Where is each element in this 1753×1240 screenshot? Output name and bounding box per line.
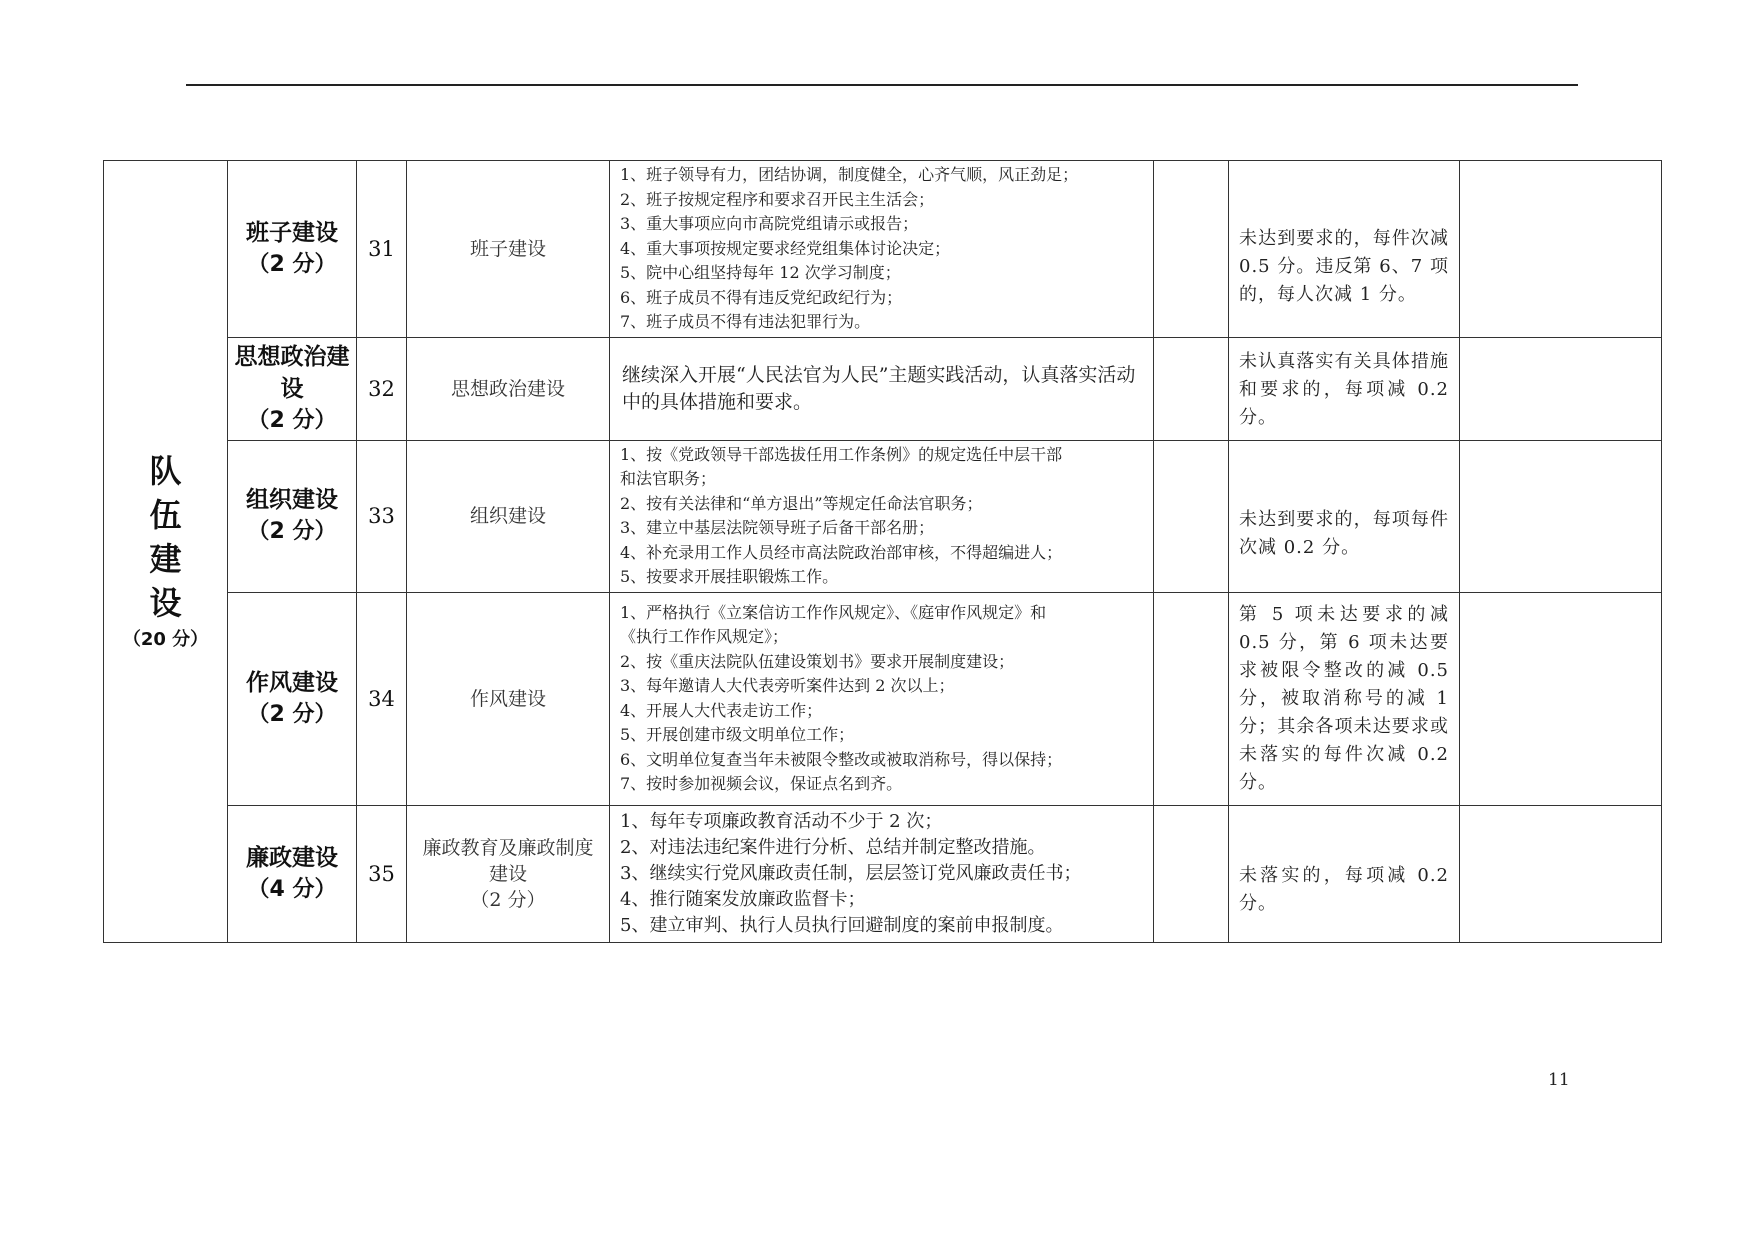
subcategory-score: （2 分） <box>247 251 337 277</box>
requirements-cell <box>610 805 1154 942</box>
requirement-line: 4、补充录用工作人员经市高法院政治部审核，不得超编进人； <box>620 542 1063 562</box>
requirement-line: 5、院中心组坚持每年 12 次学习制度； <box>620 263 901 282</box>
requirement-line: 2、班子按规定程序和要求召开民主生活会； <box>620 189 935 209</box>
header-rule <box>186 84 1578 86</box>
item-name: 廉政教育及廉政制度建设 <box>422 836 594 885</box>
item-name: 思想政治建设 <box>407 337 610 440</box>
subcategory-label: 组织建设 <box>246 487 338 513</box>
deduction-rule-cell <box>1229 805 1460 942</box>
subcategory-label: 作风建设 <box>246 669 338 696</box>
subcategory-score: （2 分） <box>247 519 337 544</box>
requirements-cell <box>610 592 1154 805</box>
item-number: 35 <box>357 805 407 942</box>
subcategory-label: 思想政治建设 <box>234 343 350 402</box>
subcategory-score: （4 分） <box>247 876 337 902</box>
category-char: 建 <box>149 540 182 579</box>
item-name: 班子建设 <box>407 161 610 338</box>
deduction-rule-cell <box>1229 592 1460 805</box>
subcategory-cell <box>228 337 357 440</box>
item-number: 32 <box>357 337 407 440</box>
subcategory-cell <box>228 592 357 805</box>
subcategory-label: 廉政建设 <box>246 844 338 871</box>
requirements-cell <box>610 337 1154 440</box>
requirements-cell <box>610 161 1154 338</box>
item-name: 作风建设 <box>407 592 610 805</box>
requirement-line: 5、建立审判、执行人员执行回避制度的案前申报制度。 <box>620 914 1064 936</box>
requirement-line: 和法官职务； <box>620 469 717 488</box>
blank-cell <box>1154 805 1229 942</box>
table-row <box>104 805 1662 942</box>
deduction-rule: 第 5 项未达要求的减 0.5 分，第 6 项未达要求被限令整改的减 0.5 分，被取消称号的减 1 分；其余各项未达要求或未落实的每件次减 0.2 分。 <box>1239 603 1449 793</box>
assessment-table <box>103 160 1662 943</box>
requirement-line: 7、按时参加视频会议，保证点名到齐。 <box>620 774 903 793</box>
requirement-line: 4、开展人大代表走访工作； <box>620 700 823 720</box>
deduction-rule: 未落实的，每项减 0.2 分。 <box>1239 864 1449 914</box>
requirement-line: 2、对违法违纪案件进行分析、总结并制定整改措施。 <box>620 836 1046 858</box>
page-number: 11 <box>1548 1070 1570 1090</box>
blank-cell <box>1460 440 1662 592</box>
table-row <box>104 161 1662 338</box>
deduction-rule-cell <box>1229 440 1460 592</box>
requirement-line: 3、重大事项应向市高院党组请示或报告； <box>620 214 919 233</box>
item-name-cell <box>407 805 610 942</box>
deduction-rule: 未达到要求的，每件次减 0.5 分。违反第 6、7 项的，每人次减 1 分。 <box>1239 227 1449 305</box>
requirements-cell <box>610 440 1154 592</box>
blank-cell <box>1460 337 1662 440</box>
requirement-line: 《执行工作作风规定》； <box>620 627 789 646</box>
subcategory-cell <box>228 805 357 942</box>
requirement-line: 3、建立中基层法院领导班子后备干部名册； <box>620 518 935 537</box>
blank-cell <box>1154 161 1229 338</box>
requirement-line: 3、每年邀请人大代表旁听案件达到 2 次以上； <box>620 676 955 695</box>
subcategory-cell <box>228 440 357 592</box>
requirement-line: 5、按要求开展挂职锻炼工作。 <box>620 567 839 586</box>
blank-cell <box>1154 592 1229 805</box>
requirement-line: 1、班子领导有力，团结协调，制度健全，心齐气顺，风正劲足； <box>620 165 1079 184</box>
requirement-line: 4、推行随案发放廉政监督卡； <box>620 888 866 910</box>
category-char: 队 <box>149 452 182 491</box>
requirement-line: 5、开展创建市级文明单位工作； <box>620 725 855 744</box>
deduction-rule: 未认真落实有关具体措施和要求的，每项减 0.2 分。 <box>1239 350 1449 428</box>
blank-cell <box>1154 440 1229 592</box>
item-name: 组织建设 <box>407 440 610 592</box>
subcategory-label: 班子建设 <box>246 219 338 246</box>
subcategory-cell <box>228 161 357 338</box>
category-char: 伍 <box>149 496 182 535</box>
deduction-rule-cell <box>1229 161 1460 338</box>
blank-cell <box>1460 805 1662 942</box>
blank-cell <box>1460 161 1662 338</box>
requirement-line: 1、按《党政领导干部选拔任用工作条例》的规定选任中层干部 <box>620 444 1063 464</box>
requirement-text: 继续深入开展“人民法官为人民”主题实践活动，认真落实活动中的具体措施和要求。 <box>622 363 1136 413</box>
requirement-line: 6、班子成员不得有违反党纪政纪行为； <box>620 287 903 307</box>
deduction-rule-cell <box>1229 337 1460 440</box>
subcategory-score: （2 分） <box>247 701 337 727</box>
item-number: 31 <box>357 161 407 338</box>
category-cell <box>104 161 228 943</box>
requirement-line: 2、按有关法律和“单方退出”等规定任命法官职务； <box>620 493 983 513</box>
requirement-line: 2、按《重庆法院队伍建设策划书》要求开展制度建设； <box>620 651 1015 671</box>
table-row <box>104 440 1662 592</box>
category-score: （20 分） <box>122 629 209 651</box>
subcategory-score: （2 分） <box>247 407 337 433</box>
requirement-line: 6、文明单位复查当年未被限令整改或被取消称号，得以保持； <box>620 749 1063 769</box>
table-row <box>104 337 1662 440</box>
blank-cell <box>1154 337 1229 440</box>
item-number: 34 <box>357 592 407 805</box>
item-number: 33 <box>357 440 407 592</box>
requirement-line: 7、班子成员不得有违法犯罪行为。 <box>620 312 871 331</box>
requirement-line: 1、严格执行《立案信访工作作风规定》、《庭审作风规定》和 <box>620 602 1047 622</box>
category-char: 设 <box>149 584 182 623</box>
deduction-rule: 未达到要求的，每项每件次减 0.2 分。 <box>1239 509 1449 558</box>
requirement-line: 4、重大事项按规定要求经党组集体讨论决定； <box>620 238 951 258</box>
blank-cell <box>1460 592 1662 805</box>
requirement-line: 3、继续实行党风廉政责任制，层层签订党风廉政责任书； <box>620 862 1082 884</box>
table-row <box>104 592 1662 805</box>
item-name-score: （2 分） <box>470 888 546 911</box>
requirement-line: 1、每年专项廉政教育活动不少于 2 次； <box>620 810 943 832</box>
